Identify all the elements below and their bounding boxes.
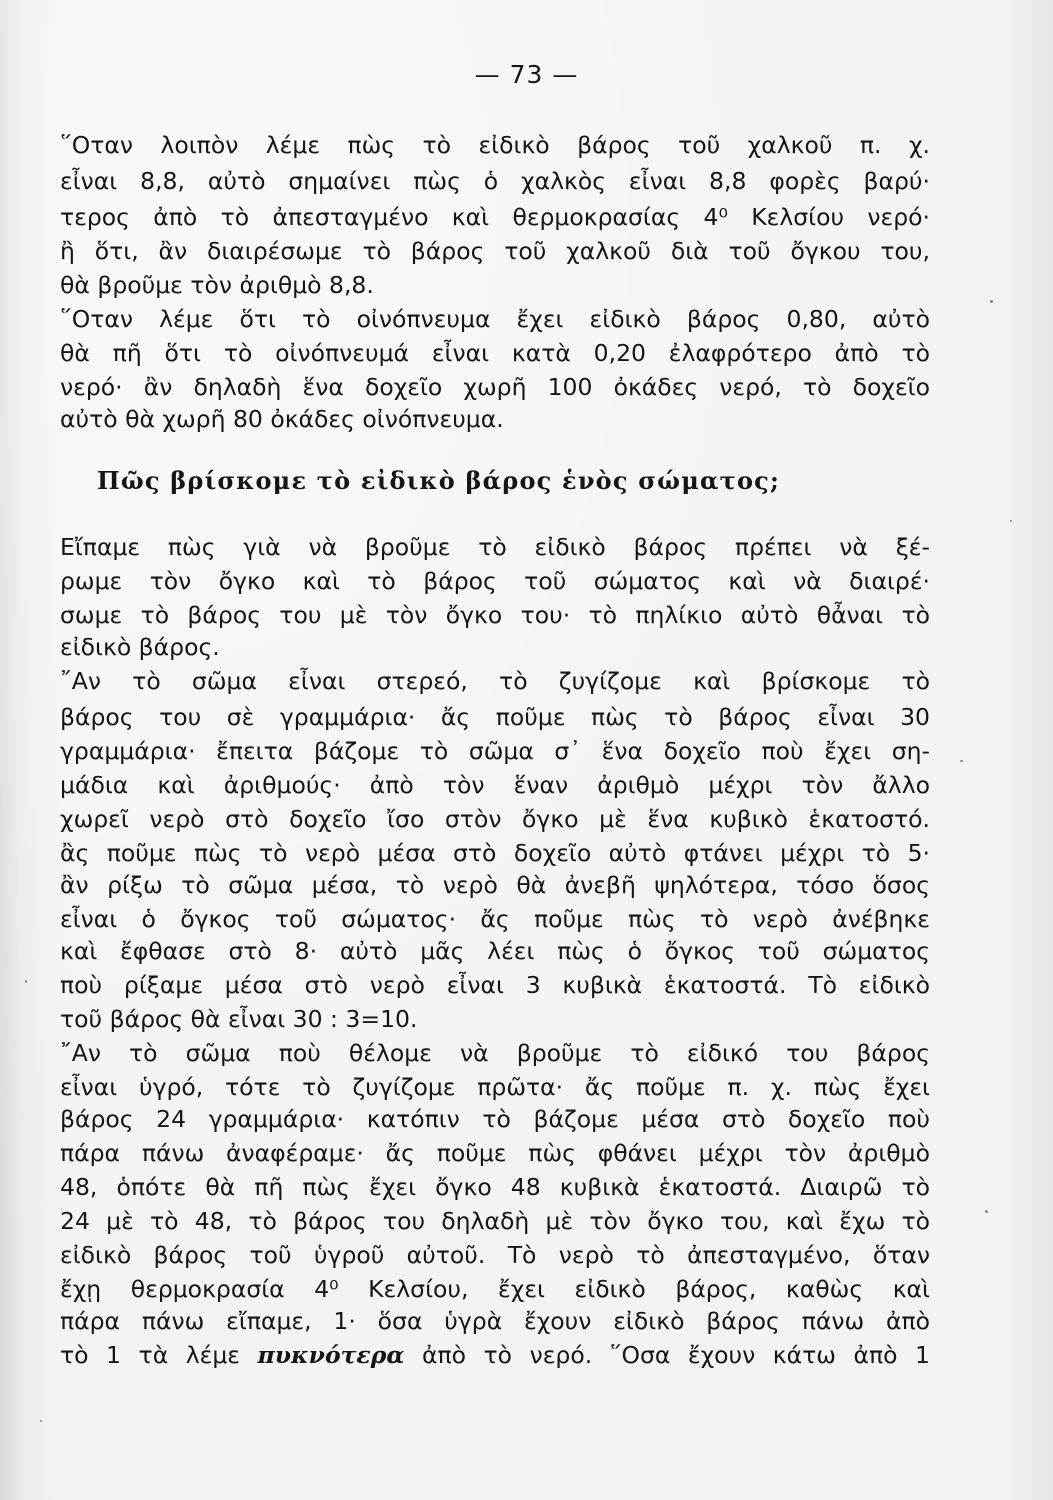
text-line: βάρος του σὲ γραμμάρια· ἄς ποῦμε πὼς τὸ βάρος εἶναι 30 [60, 703, 930, 731]
text-line: τερος ἀπὸ τὸ ἀπεσταγμένο καὶ θερμοκρασίας 4⁰ Κελσίου νερό· [60, 203, 930, 231]
scan-speck [990, 300, 993, 303]
scan-speck [1010, 520, 1012, 522]
text-line: ρωμε τὸν ὄγκο καὶ τὸ βάρος τοῦ σώματος καὶ νὰ διαιρέ· [60, 567, 930, 595]
text-line: μάδια καὶ ἀριθμούς· ἀπὸ τὸν ἕναν ἀριθμὸ μέχρι τὸν ἄλλο [60, 771, 930, 799]
text-line: ῎Αν τὸ σῶμα ποὺ θέλομε νὰ βροῦμε τὸ εἰδικό του βάρος [60, 1039, 930, 1067]
text-line: αὐτὸ θὰ χωρῆ 80 ὀκάδες οἰνόπνευμα. [60, 405, 504, 433]
text-line: εἶναι ὑγρό, τότε τὸ ζυγίζομε πρῶτα· ἄς ποῦμε π. χ. πὼς ἔχει [60, 1073, 930, 1101]
text-line: θὰ πῆ ὅτι τὸ οἰνόπνευμά εἶναι κατὰ 0,20 ἐλαφρότερο ἀπὸ τὸ [60, 339, 930, 367]
text-line: ἔχῃ θερμοκρασία 4⁰ Κελσίου, ἔχει εἰδικὸ βάρος, καθὼς καὶ [60, 1275, 930, 1303]
text-line-last [60, 1340, 930, 1370]
text-line: βάρος 24 γραμμάρια· κατόπιν τὸ βάζομε μέσα στὸ δοχεῖο ποὺ [60, 1105, 930, 1133]
text-line: εἶναι 8,8, αὐτὸ σημαίνει πὼς ὁ χαλκὸς εἶναι 8,8 φορὲς βαρύ· [60, 167, 930, 195]
scan-speck [40, 1420, 42, 1422]
scan-speck [960, 760, 963, 762]
text-line: ἂς ποῦμε πὼς τὸ νερὸ μέσα στὸ δοχεῖο αὐτὸ φτάνει μέχρι τὸ 5· [60, 839, 930, 867]
text-line: καὶ ἔφθασε στὸ 8· αὐτὸ μᾶς λέει πὼς ὁ ὄγκος τοῦ σώματος [60, 937, 930, 965]
text-line: Εἴπαμε πὼς γιὰ νὰ βροῦμε τὸ εἰδικὸ βάρος πρέπει νὰ ξέ- [60, 533, 930, 561]
emphasized-word: πυκνότερα [257, 1341, 405, 1369]
text-line: ἢ ὅτι, ἂν διαιρέσωμε τὸ βάρος τοῦ χαλκοῦ διὰ τοῦ ὄγκου του, [60, 237, 930, 265]
section-heading: Πῶς βρίσκομε τὸ εἰδικὸ βάρος ἑνὸς σώματος; [97, 466, 781, 495]
text-line: νερό· ἂν δηλαδὴ ἕνα δοχεῖο χωρῆ 100 ὀκάδες νερό, τὸ δοχεῖο [60, 373, 930, 401]
text-line: χωρεῖ νερὸ στὸ δοχεῖο ἴσο στὸν ὄγκο μὲ ἕνα κυβικὸ ἑκατοστό. [60, 805, 930, 833]
text-fragment: ἀπὸ τὸ νερό. ῞Οσα ἔχουν κάτω ἀπὸ 1 [404, 1341, 930, 1369]
text-line: ῞Οταν λοιπὸν λέμε πὼς τὸ εἰδικὸ βάρος τοῦ χαλκοῦ π. χ. [60, 131, 930, 159]
page-number: — 73 — [474, 60, 579, 89]
text-line: τοῦ βάρος θὰ εἶναι 30 : 3=10. [60, 1005, 418, 1033]
text-line: θὰ βροῦμε τὸν ἀριθμὸ 8,8. [60, 271, 374, 299]
scan-speck [985, 1210, 988, 1213]
text-line: γραμμάρια· ἔπειτα βάζομε τὸ σῶμα σ᾿ ἕνα δοχεῖο ποὺ ἔχει ση- [60, 737, 930, 765]
text-line: ἂν ρίξω τὸ σῶμα μέσα, τὸ νερὸ θὰ ἀνεβῆ ψηλότερα, τόσο ὅσος [60, 871, 930, 899]
text-line: σωμε τὸ βάρος του μὲ τὸν ὄγκο του· τὸ πηλίκιο αὐτὸ θἆναι τὸ [60, 601, 930, 629]
text-line: ῞Οταν λέμε ὅτι τὸ οἰνόπνευμα ἔχει εἰδικὸ βάρος 0,80, αὐτὸ [60, 305, 930, 333]
text-line: 48, ὁπότε θὰ πῆ πὼς ἔχει ὄγκο 48 κυβικὰ ἑκατοστά. Διαιρῶ τὸ [60, 1173, 930, 1201]
text-line: πάρα πάνω εἴπαμε, 1· ὅσα ὑγρὰ ἔχουν εἰδικὸ βάρος πάνω ἀπὸ [60, 1307, 930, 1335]
text-line: ῎Αν τὸ σῶμα εἶναι στερεό, τὸ ζυγίζομε καὶ βρίσκομε τὸ [60, 667, 930, 695]
text-line: πάρα πάνω ἀναφέραμε· ἄς ποῦμε πὼς φθάνει μέχρι τὸν ἀριθμὸ [60, 1139, 930, 1167]
text-line: ποὺ ρίξαμε μέσα στὸ νερὸ εἶναι 3 κυβικὰ ἑκατοστά. Τὸ εἰδικὸ [60, 971, 930, 999]
text-line: εἶναι ὁ ὄγκος τοῦ σώματος· ἄς ποῦμε πὼς τὸ νερὸ ἀνέβηκε [60, 905, 930, 933]
text-line: εἰδικὸ βάρος τοῦ ὑγροῦ αὐτοῦ. Τὸ νερὸ τὸ ἀπεσταγμένο, ὅταν [60, 1241, 930, 1269]
text-line: εἰδικὸ βάρος. [60, 633, 220, 661]
scan-speck [25, 980, 27, 983]
text-fragment: τὸ 1 τὰ λέμε [60, 1341, 258, 1369]
text-line: 24 μὲ τὸ 48, τὸ βάρος του δηλαδὴ μὲ τὸν ὄγκο του, καὶ ἔχω τὸ [60, 1207, 930, 1235]
